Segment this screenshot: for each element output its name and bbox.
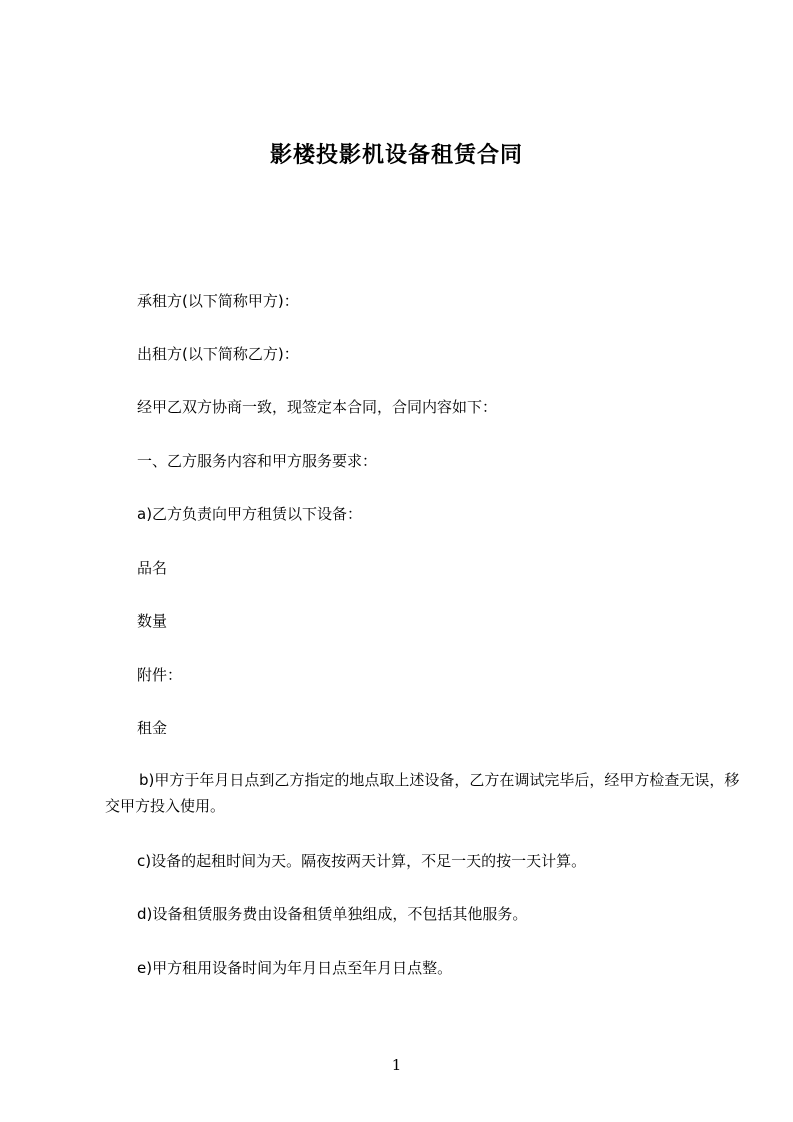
field-accessories: 附件： [137,666,183,684]
section-heading: 一、乙方服务内容和甲方服务要求： [137,452,378,470]
clause-d: d)设备租赁服务费由设备租赁单独组成，不包括其他服务。 [137,905,528,923]
document-title: 影楼投影机设备租赁合同 [269,143,523,168]
page-number: 1 [391,1056,402,1074]
field-product-name: 品名 [137,559,168,577]
clause-e: e)甲方租用设备时间为年月日点至年月日点整。 [137,959,453,977]
clause-c: c)设备的起租时间为天。隔夜按两天计算，不足一天的按一天计算。 [137,852,587,870]
field-rent: 租金 [137,719,168,737]
agreement-intro: 经甲乙双方协商一致，现签定本合同，合同内容如下： [137,398,498,416]
lessor-line: 出租方(以下简称乙方)： [137,345,299,363]
field-quantity: 数量 [137,612,168,630]
clause-a: a)乙方负责向甲方租赁以下设备： [137,505,363,523]
clause-b-text: b)甲方于年月日点到乙方指定的地点取上述设备，乙方在调试完毕后，经甲方检查无误，移交甲方投入使用。 [105,771,740,815]
clause-b [105,767,742,819]
lessee-line: 承租方(以下简称甲方)： [137,292,299,310]
